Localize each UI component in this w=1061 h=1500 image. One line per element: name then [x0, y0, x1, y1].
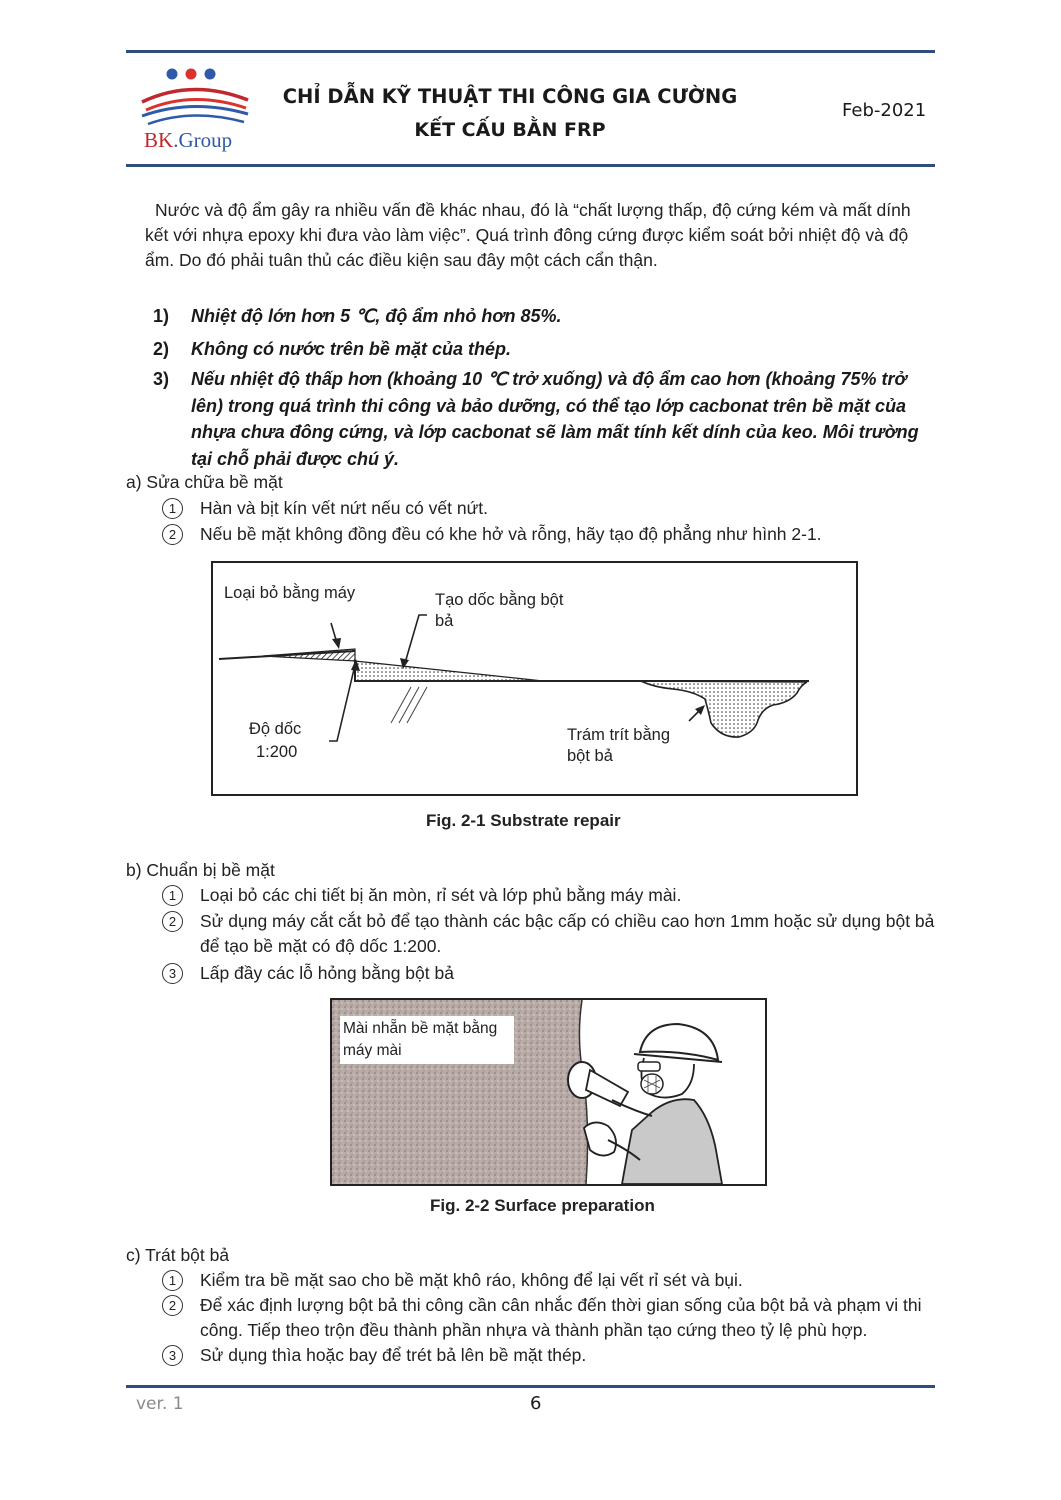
- grinding-removal-area: [263, 649, 355, 661]
- header-bottom-rule: [126, 164, 935, 167]
- circled-number: 3: [162, 1345, 183, 1366]
- circled-number: 2: [162, 911, 183, 932]
- document-title-line2: KẾT CẤU BẰN FRP: [414, 119, 606, 141]
- circled-number: 1: [162, 1270, 183, 1291]
- figure2-caption: Fig. 2-2 Surface preparation: [430, 1196, 655, 1215]
- condition-number: 2): [153, 339, 170, 359]
- section-b-title: b) Chuẩn bị bề mặt: [126, 860, 275, 880]
- logo-wordmark: BK.Group: [144, 128, 233, 152]
- header-top-rule: [126, 50, 935, 53]
- condition-item: [153, 303, 943, 330]
- condition-item: [153, 366, 943, 472]
- logo-dot-blue-right: [205, 69, 216, 80]
- section-b-item: [162, 961, 940, 986]
- label-putty-fill: Trám trít bằng bột bả: [567, 726, 671, 765]
- section-a-title: a) Sửa chữa bề mặt: [126, 472, 283, 492]
- footer-rule: [126, 1385, 935, 1388]
- item-text: Hàn và bịt kín vết nứt nếu có vết nứt.: [200, 498, 489, 518]
- figure-substrate-repair: [211, 561, 858, 796]
- item-text: Lấp đầy các lỗ hỏng bằng bột bả: [200, 963, 454, 983]
- logo-dot-blue-left: [167, 69, 178, 80]
- footer-version: ver. 1: [136, 1394, 184, 1414]
- section-a-item: [162, 496, 940, 521]
- label-grinding-surface: Mài nhẵn bề mặt bằng máy mài: [340, 1016, 514, 1064]
- item-text: Kiểm tra bề mặt sao cho bề mặt khô ráo, không để lại vết rỉ sét và bụi.: [200, 1270, 743, 1290]
- condition-text: Không có nước trên bề mặt của thép.: [191, 339, 511, 359]
- section-a-item: [162, 522, 940, 547]
- circled-number: 3: [162, 963, 183, 984]
- label-grinding-removal: Loại bỏ bằng máy: [224, 584, 356, 602]
- circled-number: 1: [162, 885, 183, 906]
- circled-number: 2: [162, 524, 183, 545]
- condition-number: 1): [153, 306, 170, 326]
- putty-slope-area: [355, 661, 543, 681]
- label-putty-slope: Tạo dốc bằng bột bả: [435, 591, 564, 630]
- condition-text: Nhiệt độ lớn hơn 5 ℃, độ ẩm nhỏ hơn 85%.: [191, 306, 562, 326]
- section-c-item: [162, 1293, 940, 1343]
- item-text: Sử dụng máy cắt cắt bỏ để tạo thành các bậc cấp có chiều cao hơn 1mm hoặc sử dụng bột bả để tạo bề mặt có độ dốc 1:200.: [200, 911, 935, 956]
- label-gradient: Độ dốc: [249, 720, 302, 738]
- figure1-caption: Fig. 2-1 Substrate repair: [426, 811, 621, 830]
- section-b-item: [162, 883, 940, 908]
- section-c-title: c) Trát bột bả: [126, 1245, 230, 1265]
- condition-item: [153, 336, 943, 363]
- item-text: Sử dụng thìa hoặc bay để trét bả lên bề mặt thép.: [200, 1345, 587, 1365]
- document-title-line1: CHỈ DẪN KỸ THUẬT THI CÔNG GIA CƯỜNG: [282, 85, 738, 108]
- logo-dot-red: [186, 69, 197, 80]
- item-text: Để xác định lượng bột bả thi công cần cân nhắc đến thời gian sống của bột bả và phạm vi thi công. Tiếp theo trộn đều thành phần nhựa và thành phần tạo cứng theo tỷ lệ phù hợp.: [200, 1295, 922, 1340]
- condition-text: Nếu nhiệt độ thấp hơn (khoảng 10 ℃ trở xuống) và độ ẩm cao hơn (khoảng 75% trở lên) trong quá trình thi công và bảo dưỡng, có thể tạo lớp cacbonat trên bề mặt của nhựa chưa đông cứng, và lớp cacbonat sẽ làm mất tính kết dính của keo. Môi trường tại chỗ phải được chú ý.: [191, 369, 919, 469]
- section-c-item: [162, 1343, 940, 1368]
- intro-paragraph: Nước và độ ẩm gây ra nhiều vấn đề khác nhau, đó là “chất lượng thấp, độ cứng kém và mất dính kết với nhựa epoxy khi đưa vào làm việc”. Quá trình đông cứng được kiểm soát bởi nhiệt độ và độ ẩm. Do đó phải tuân thủ các điều kiện sau đây một cách cẩn thận.: [145, 200, 911, 270]
- page-number: 6: [530, 1393, 542, 1414]
- section-c-item: [162, 1268, 940, 1293]
- section-b-item: [162, 909, 940, 959]
- circled-number: 2: [162, 1295, 183, 1316]
- label-gradient-ratio: 1:200: [256, 743, 298, 761]
- item-text: Loại bỏ các chi tiết bị ăn mòn, rỉ sét và lớp phủ bằng máy mài.: [200, 885, 682, 905]
- document-date: Feb-2021: [842, 100, 927, 121]
- figure-surface-preparation: [330, 998, 767, 1186]
- condition-number: 3): [153, 369, 170, 389]
- circled-number: 1: [162, 498, 183, 519]
- item-text: Nếu bề mặt không đồng đều có khe hở và rỗng, hãy tạo độ phẳng như hình 2-1.: [200, 524, 822, 544]
